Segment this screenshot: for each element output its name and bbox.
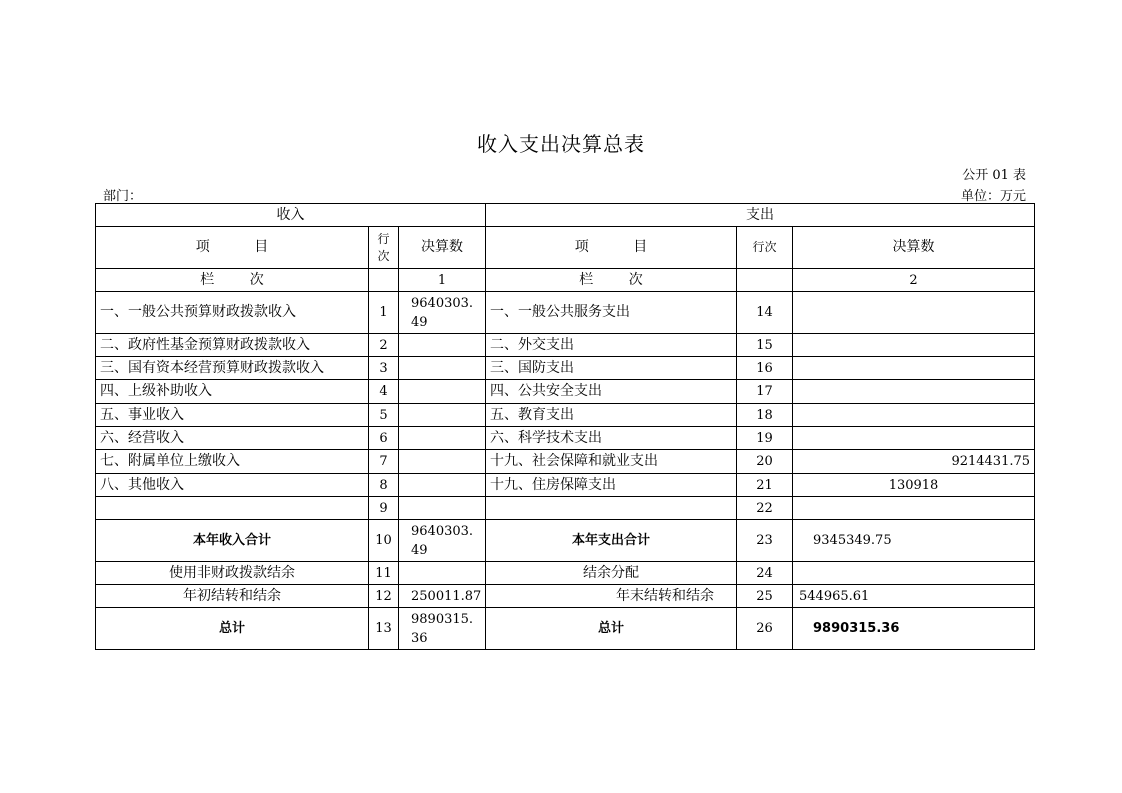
income-amount (399, 334, 486, 357)
grand-total-income-label: 总计 (96, 608, 369, 650)
expense-column-number: 2 (793, 269, 1035, 292)
expense-line-no: 20 (737, 450, 793, 474)
expense-amount (793, 427, 1035, 450)
income-item-name: 二、政府性基金预算财政拨款收入 (96, 334, 369, 357)
income-amount: 9640303.49 (399, 292, 486, 334)
expense-item-name: 二、外交支出 (486, 334, 737, 357)
unit-label: 单位：万元 (960, 189, 1026, 204)
form-number: 公开 01 表 (962, 168, 1026, 183)
expense-column-label: 栏 次 (486, 269, 737, 292)
expense-amount-header: 决算数 (793, 227, 1035, 269)
column-header-row (96, 227, 1035, 269)
income-line-header: 行次 (369, 227, 399, 269)
income-item-name: 六、经营收入 (96, 427, 369, 450)
table-row (96, 450, 1035, 474)
budget-summary-table (95, 203, 1035, 650)
income-section-header: 收入 (96, 204, 486, 227)
expense-item-name (486, 497, 737, 520)
expense-line-no: 19 (737, 427, 793, 450)
expense-item-name: 十九、住房保障支出 (486, 474, 737, 497)
income-column-label: 栏 次 (96, 269, 369, 292)
table-row (96, 292, 1035, 334)
expense-line-no: 18 (737, 404, 793, 427)
income-amount (399, 404, 486, 427)
expense-line-no: 22 (737, 497, 793, 520)
expense-item-name: 五、教育支出 (486, 404, 737, 427)
table-row (96, 357, 1035, 380)
table-row (96, 562, 1035, 585)
income-item-header: 项 目 (96, 227, 369, 269)
income-amount (399, 357, 486, 380)
expense-item-name: 三、国防支出 (486, 357, 737, 380)
expense-amount (793, 334, 1035, 357)
grand-total-income-amount: 9890315.36 (399, 608, 486, 650)
income-column-number: 1 (399, 269, 486, 292)
income-line-no: 6 (369, 427, 399, 450)
ending-balance-amount: 544965.61 (793, 585, 1035, 608)
income-item-name: 七、附属单位上缴收入 (96, 450, 369, 474)
department-label: 部门： (103, 189, 143, 204)
income-amount (399, 474, 486, 497)
expense-amount: 9214431.75 (793, 450, 1035, 474)
empty-cell (369, 269, 399, 292)
income-item-name: 八、其他收入 (96, 474, 369, 497)
expense-line-no: 14 (737, 292, 793, 334)
section-header-row (96, 204, 1035, 227)
income-line-no: 4 (369, 380, 399, 404)
income-amount (399, 497, 486, 520)
income-line-no: 8 (369, 474, 399, 497)
income-line-no: 9 (369, 497, 399, 520)
year-total-row (96, 520, 1035, 562)
income-line-no: 3 (369, 357, 399, 380)
income-item-name: 一、一般公共预算财政拨款收入 (96, 292, 369, 334)
expense-amount (793, 357, 1035, 380)
beginning-balance-amount: 250011.87 (399, 585, 486, 608)
expense-line-no: 21 (737, 474, 793, 497)
ending-balance-label: 年末结转和结余 (486, 585, 737, 608)
surplus-distribution-amount (793, 562, 1035, 585)
expense-line-no: 16 (737, 357, 793, 380)
expense-line-no: 15 (737, 334, 793, 357)
expense-amount (793, 380, 1035, 404)
expense-amount (793, 497, 1035, 520)
year-income-total-label: 本年收入合计 (96, 520, 369, 562)
year-expense-total-line-no: 23 (737, 520, 793, 562)
expense-item-name: 四、公共安全支出 (486, 380, 737, 404)
expense-amount (793, 292, 1035, 334)
expense-item-name: 六、科学技术支出 (486, 427, 737, 450)
column-number-row (96, 269, 1035, 292)
year-income-total-line-no: 10 (369, 520, 399, 562)
income-line-no: 1 (369, 292, 399, 334)
grand-total-income-line-no: 13 (369, 608, 399, 650)
table-row (96, 474, 1035, 497)
surplus-distribution-line-no: 24 (737, 562, 793, 585)
page-title: 收入支出决算总表 (477, 132, 645, 156)
beginning-balance-line-no: 12 (369, 585, 399, 608)
expense-section-header: 支出 (486, 204, 1035, 227)
income-line-no: 5 (369, 404, 399, 427)
income-amount (399, 380, 486, 404)
grand-total-row (96, 608, 1035, 650)
income-amount (399, 427, 486, 450)
grand-total-expense-amount: 9890315.36 (793, 608, 1035, 650)
income-item-name (96, 497, 369, 520)
income-item-name: 三、国有资本经营预算财政拨款收入 (96, 357, 369, 380)
beginning-balance-label: 年初结转和结余 (96, 585, 369, 608)
grand-total-expense-line-no: 26 (737, 608, 793, 650)
table-row (96, 334, 1035, 357)
expense-line-header: 行次 (737, 227, 793, 269)
table-row (96, 497, 1035, 520)
table-row (96, 380, 1035, 404)
expense-amount: 130918 (793, 474, 1035, 497)
income-amount (399, 450, 486, 474)
nonfiscal-surplus-line-no: 11 (369, 562, 399, 585)
income-line-no: 2 (369, 334, 399, 357)
expense-item-header: 项 目 (486, 227, 737, 269)
nonfiscal-surplus-amount (399, 562, 486, 585)
grand-total-expense-label: 总计 (486, 608, 737, 650)
income-item-name: 五、事业收入 (96, 404, 369, 427)
surplus-distribution-label: 结余分配 (486, 562, 737, 585)
table-row (96, 427, 1035, 450)
table-row (96, 404, 1035, 427)
year-expense-total-amount: 9345349.75 (793, 520, 1035, 562)
expense-line-no: 17 (737, 380, 793, 404)
income-amount-header: 决算数 (399, 227, 486, 269)
income-item-name: 四、上级补助收入 (96, 380, 369, 404)
empty-cell (737, 269, 793, 292)
income-line-no: 7 (369, 450, 399, 474)
year-income-total-amount: 9640303.49 (399, 520, 486, 562)
ending-balance-line-no: 25 (737, 585, 793, 608)
expense-item-name: 一、一般公共服务支出 (486, 292, 737, 334)
expense-item-name: 十九、社会保障和就业支出 (486, 450, 737, 474)
year-expense-total-label: 本年支出合计 (486, 520, 737, 562)
table-row (96, 585, 1035, 608)
nonfiscal-surplus-label: 使用非财政拨款结余 (96, 562, 369, 585)
expense-amount (793, 404, 1035, 427)
